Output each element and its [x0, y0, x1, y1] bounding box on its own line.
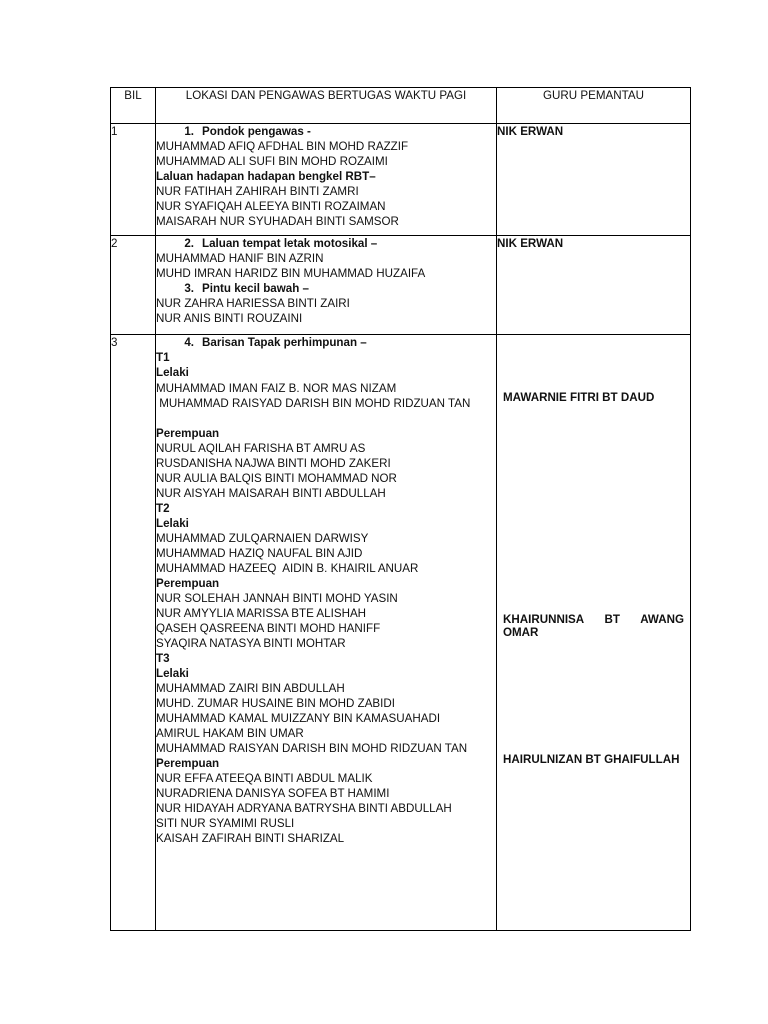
- table-row: [111, 335, 691, 931]
- student-name: QASEH QASREENA BINTI MOHD HANIFF: [156, 622, 381, 635]
- student-name: NUR AISYAH MAISARAH BINTI ABDULLAH: [156, 487, 386, 500]
- student-name: NUR EFFA ATEEQA BINTI ABDUL MALIK: [156, 772, 373, 785]
- student-name: MUHAMMAD HANIF BIN AZRIN: [156, 252, 324, 265]
- student-name: NUR AMYYLIA MARISSA BTE ALISHAH: [156, 607, 367, 620]
- group-label: T3: [156, 652, 170, 665]
- header-row: [111, 88, 691, 124]
- spacer: [156, 411, 496, 426]
- location-cell: [156, 124, 497, 236]
- location-title: 4. Barisan Tapak perhimpunan –: [184, 336, 367, 349]
- supervisor-cell: [497, 124, 691, 236]
- gender-label: Lelaki: [156, 517, 189, 530]
- supervisor-name: KHAIRUNNISA BT AWANG OMAR: [503, 613, 684, 639]
- row-number: 2: [111, 236, 156, 335]
- student-name: MUHAMMAD AFIQ AFDHAL BIN MOHD RAZZIF: [156, 140, 409, 153]
- student-name: MUHAMMAD RAISYAN DARISH BIN MOHD RIDZUAN TAN: [156, 742, 468, 755]
- row-number: 3: [111, 335, 156, 931]
- location-cell: [156, 335, 497, 931]
- gender-label: Lelaki: [156, 366, 189, 379]
- student-name: MUHAMMAD ALI SUFI BIN MOHD ROZAIMI: [156, 155, 388, 168]
- student-name: NUR ZAHRA HARIESSA BINTI ZAIRI: [156, 297, 350, 310]
- student-name: NUR FATIHAH ZAHIRAH BINTI ZAMRI: [156, 185, 359, 198]
- location-cell: [156, 236, 497, 335]
- supervisor-cell: [497, 236, 691, 335]
- student-name: NUR SOLEHAH JANNAH BINTI MOHD YASIN: [156, 592, 398, 605]
- student-name: MUHD IMRAN HARIDZ BIN MUHAMMAD HUZAIFA: [156, 267, 426, 280]
- student-name: MUHAMMAD HAZIQ NAUFAL BIN AJID: [156, 547, 363, 560]
- location-title: Laluan hadapan hadapan bengkel RBT–: [156, 170, 376, 183]
- student-name: SYAQIRA NATASYA BINTI MOHTAR: [156, 637, 346, 650]
- supervisor-name: MAWARNIE FITRI BT DAUD: [503, 391, 655, 404]
- row-number: 1: [111, 124, 156, 236]
- student-name: NUR SYAFIQAH ALEEYA BINTI ROZAIMAN: [156, 200, 386, 213]
- student-name: NUR AULIA BALQIS BINTI MOHAMMAD NOR: [156, 472, 397, 485]
- supervisor-name: HAIRULNIZAN BT GHAIFULLAH: [503, 753, 680, 766]
- student-name: MUHD. ZUMAR HUSAINE BIN MOHD ZABIDI: [156, 697, 395, 710]
- student-name: MUHAMMAD RAISYAD DARISH BIN MOHD RIDZUAN TAN: [156, 397, 471, 410]
- location-title: 2. Laluan tempat letak motosikal –: [184, 237, 378, 250]
- gender-label: Perempuan: [156, 577, 220, 590]
- supervisor-name: NIK ERWAN: [497, 237, 564, 250]
- header-guru: GURU PEMANTAU: [497, 88, 691, 124]
- header-bil: BIL: [111, 88, 156, 124]
- student-name: MUHAMMAD ZULQARNAIEN DARWISY: [156, 532, 369, 545]
- student-name: MUHAMMAD KAMAL MUIZZANY BIN KAMASUAHADI: [156, 712, 441, 725]
- location-title: 1. Pondok pengawas -: [184, 125, 311, 138]
- supervisor-cell: [497, 335, 691, 931]
- student-name: MAISARAH NUR SYUHADAH BINTI SAMSOR: [156, 215, 399, 228]
- student-name: NUR HIDAYAH ADRYANA BATRYSHA BINTI ABDULLAH: [156, 802, 452, 815]
- student-name: RUSDANISHA NAJWA BINTI MOHD ZAKERI: [156, 457, 391, 470]
- student-name: MUHAMMAD ZAIRI BIN ABDULLAH: [156, 682, 345, 695]
- table-row: [111, 236, 691, 335]
- student-name: KAISAH ZAFIRAH BINTI SHARIZAL: [156, 832, 345, 845]
- student-name: NUR ANIS BINTI ROUZAINI: [156, 312, 303, 325]
- header-lokasi: LOKASI DAN PENGAWAS BERTUGAS WAKTU PAGI: [156, 88, 497, 124]
- student-name: AMIRUL HAKAM BIN UMAR: [156, 727, 304, 740]
- group-label: T1: [156, 351, 170, 364]
- student-name: MUHAMMAD HAZEEQ AIDIN B. KHAIRIL ANUAR: [156, 562, 419, 575]
- location-title: 3. Pintu kecil bawah –: [184, 282, 309, 295]
- table-row: [111, 124, 691, 236]
- gender-label: Lelaki: [156, 667, 189, 680]
- student-name: MUHAMMAD IMAN FAIZ B. NOR MAS NIZAM: [156, 382, 397, 395]
- student-name: NURADRIENA DANISYA SOFEA BT HAMIMI: [156, 787, 390, 800]
- group-label: T2: [156, 502, 170, 515]
- student-name: SITI NUR SYAMIMI RUSLI: [156, 817, 295, 830]
- duty-table: [110, 87, 691, 931]
- gender-label: Perempuan: [156, 757, 220, 770]
- student-name: NURUL AQILAH FARISHA BT AMRU AS: [156, 442, 366, 455]
- gender-label: Perempuan: [156, 427, 220, 440]
- supervisor-name: NIK ERWAN: [497, 125, 564, 138]
